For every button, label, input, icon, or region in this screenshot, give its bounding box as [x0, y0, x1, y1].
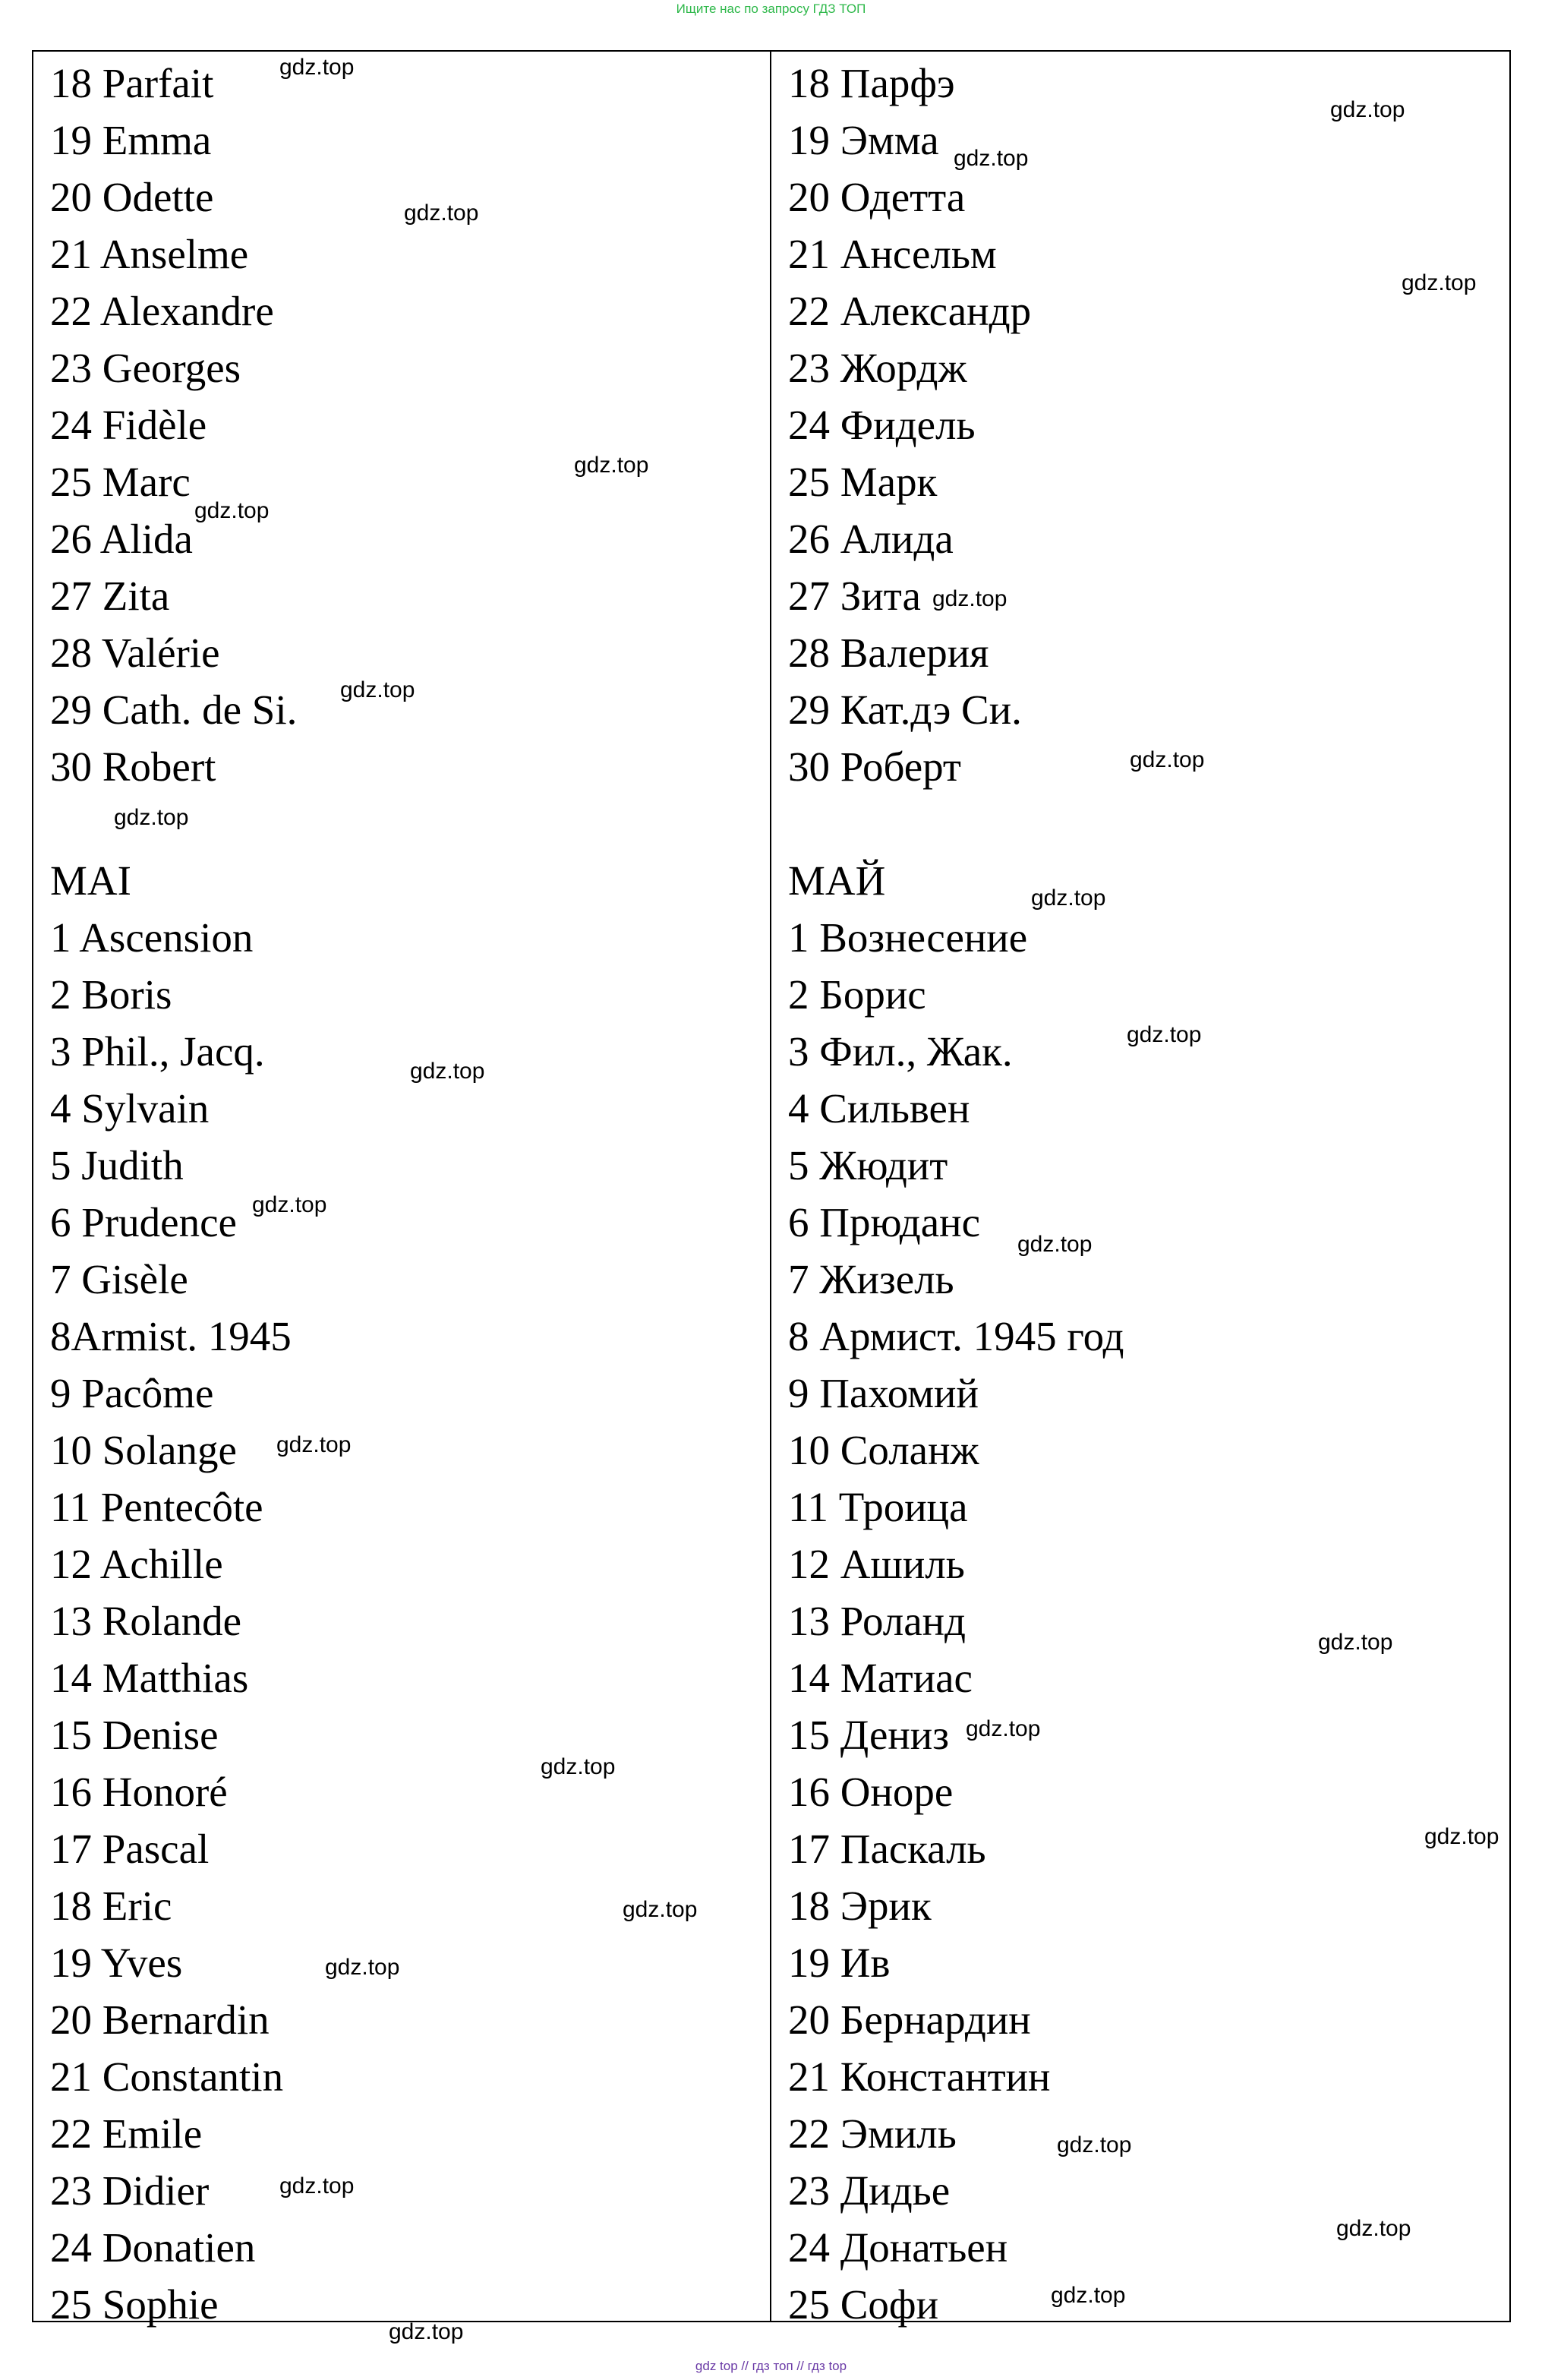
list-item: 12 Achille	[50, 1541, 223, 1587]
right-column-russian	[788, 55, 1502, 2333]
month-heading: MAI	[50, 857, 131, 904]
list-item: 25 Marc	[50, 459, 191, 505]
watermark: gdz.top	[276, 1432, 352, 1457]
list-item: 23 Жордж	[788, 345, 967, 391]
list-item: 5 Judith	[50, 1142, 184, 1188]
list-item: 6 Прюданс	[788, 1199, 981, 1245]
list-item: 8Armist. 1945	[50, 1313, 292, 1359]
month-heading: МАЙ	[788, 857, 886, 904]
list-item: 14 Matthias	[50, 1655, 249, 1701]
list-item: 21 Ансельм	[788, 231, 997, 277]
list-item: 29 Кат.дэ Си.	[788, 687, 1022, 733]
header-note: Ищите нас по запросу ГДЗ ТОП	[676, 2, 866, 16]
watermark: gdz.top	[404, 200, 479, 226]
list-item: 10 Solange	[50, 1427, 237, 1473]
list-item: 15 Дениз	[788, 1712, 949, 1758]
list-item: 26 Алида	[788, 516, 954, 562]
list-item: 30 Robert	[50, 743, 216, 790]
list-item: 17 Паскаль	[788, 1826, 986, 1872]
list-item: 20 Odette	[50, 174, 214, 220]
watermark: gdz.top	[1424, 1824, 1499, 1849]
list-item: 9 Пахомий	[788, 1370, 979, 1416]
watermark: gdz.top	[389, 2319, 464, 2344]
watermark: gdz.top	[954, 146, 1029, 171]
list-item: 24 Донатьен	[788, 2224, 1008, 2271]
list-item: 25 Софи	[788, 2281, 939, 2328]
list-item: 4 Сильвен	[788, 1085, 970, 1132]
list-item: 2 Boris	[50, 971, 172, 1018]
watermark: gdz.top	[194, 498, 270, 523]
list-item: 7 Gisèle	[50, 1256, 188, 1302]
list-item: 16 Honoré	[50, 1769, 228, 1815]
list-item: 19 Emma	[50, 117, 212, 163]
list-item: 27 Зита	[788, 573, 921, 619]
list-item: 13 Rolande	[50, 1598, 242, 1644]
list-item: 20 Одетта	[788, 174, 966, 220]
watermark: gdz.top	[1318, 1630, 1393, 1655]
spacer	[788, 795, 1502, 852]
watermark: gdz.top	[1127, 1022, 1202, 1047]
watermark: gdz.top	[1057, 2132, 1132, 2157]
list-item: 10 Соланж	[788, 1427, 979, 1473]
watermark: gdz.top	[541, 1754, 616, 1779]
list-item: 28 Валерия	[788, 630, 989, 676]
list-item: 18 Eric	[50, 1883, 172, 1929]
list-item: 21 Anselme	[50, 231, 249, 277]
list-item: 9 Pacôme	[50, 1370, 214, 1416]
footer-note: gdz top // гдз топ // гдз top	[695, 2359, 847, 2373]
list-item: 6 Prudence	[50, 1199, 237, 1245]
list-item: 24 Фидель	[788, 402, 976, 448]
list-item: 18 Эрик	[788, 1883, 932, 1929]
list-item: 11 Pentecôte	[50, 1484, 263, 1530]
watermark: gdz.top	[1402, 270, 1477, 295]
list-item: 1 Вознесение	[788, 914, 1028, 961]
list-item: 19 Эмма	[788, 117, 939, 163]
list-item: 23 Дидье	[788, 2167, 951, 2214]
watermark: gdz.top	[1031, 885, 1106, 911]
watermark: gdz.top	[932, 586, 1008, 611]
list-item: 23 Georges	[50, 345, 241, 391]
watermark: gdz.top	[114, 805, 189, 830]
list-item: 3 Phil., Jacq.	[50, 1028, 265, 1075]
left-column-french	[50, 55, 764, 2333]
list-item: 22 Emile	[50, 2110, 203, 2157]
list-item: 12 Ашиль	[788, 1541, 965, 1587]
list-item: 22 Александр	[788, 288, 1032, 334]
list-item: 2 Борис	[788, 971, 926, 1018]
list-item: 29 Cath. de Si.	[50, 687, 298, 733]
watermark: gdz.top	[966, 1716, 1041, 1741]
watermark: gdz.top	[623, 1897, 698, 1922]
list-item: 27 Zita	[50, 573, 170, 619]
list-item: 21 Constantin	[50, 2053, 284, 2100]
list-item: 24 Donatien	[50, 2224, 256, 2271]
column-divider	[770, 50, 771, 2322]
list-item: 19 Yves	[50, 1940, 183, 1986]
watermark: gdz.top	[325, 1955, 400, 1980]
list-item: 16 Оноре	[788, 1769, 954, 1815]
list-item: 26 Alida	[50, 516, 193, 562]
list-item: 20 Бернардин	[788, 1996, 1031, 2043]
list-item: 21 Константин	[788, 2053, 1051, 2100]
watermark: gdz.top	[574, 453, 649, 478]
list-item: 8 Армист. 1945 год	[788, 1313, 1124, 1359]
watermark: gdz.top	[1330, 97, 1405, 122]
list-item: 25 Марк	[788, 459, 938, 505]
list-item: 5 Жюдит	[788, 1142, 948, 1188]
list-item: 11 Троица	[788, 1484, 968, 1530]
watermark: gdz.top	[1130, 747, 1205, 772]
list-item: 17 Pascal	[50, 1826, 210, 1872]
list-item: 22 Alexandre	[50, 288, 274, 334]
watermark: gdz.top	[279, 55, 355, 80]
watermark: gdz.top	[340, 677, 415, 702]
list-item: 19 Ив	[788, 1940, 891, 1986]
list-item: 13 Роланд	[788, 1598, 967, 1644]
list-item: 22 Эмиль	[788, 2110, 957, 2157]
watermark: gdz.top	[252, 1192, 327, 1217]
list-item: 20 Bernardin	[50, 1996, 270, 2043]
list-item: 28 Valérie	[50, 630, 220, 676]
watermark: gdz.top	[410, 1059, 485, 1084]
list-item: 14 Матиас	[788, 1655, 973, 1701]
list-item: 18 Парфэ	[788, 60, 955, 106]
list-item: 3 Фил., Жак.	[788, 1028, 1013, 1075]
watermark: gdz.top	[1017, 1232, 1093, 1257]
list-item: 4 Sylvain	[50, 1085, 210, 1132]
list-item: 1 Ascension	[50, 914, 254, 961]
list-item: 7 Жизель	[788, 1256, 954, 1302]
list-item: 25 Sophie	[50, 2281, 219, 2328]
list-item: 30 Роберт	[788, 743, 961, 790]
list-item: 24 Fidèle	[50, 402, 207, 448]
watermark: gdz.top	[279, 2173, 355, 2199]
list-item: 18 Parfait	[50, 60, 214, 106]
watermark: gdz.top	[1336, 2216, 1411, 2241]
watermark: gdz.top	[1051, 2283, 1126, 2308]
list-item: 15 Denise	[50, 1712, 219, 1758]
list-item: 23 Didier	[50, 2167, 210, 2214]
